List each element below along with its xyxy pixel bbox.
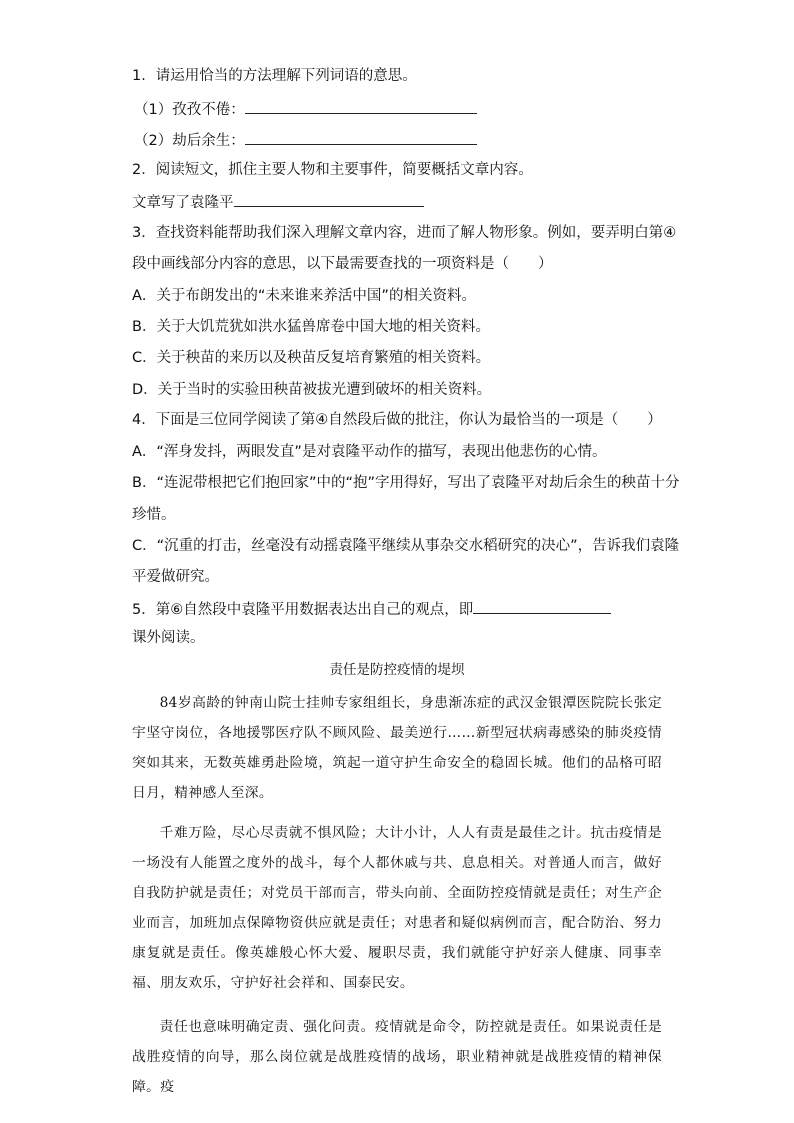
q2-answer-blank[interactable]: [234, 191, 424, 207]
q5-answer-blank[interactable]: [473, 598, 611, 614]
q3-option-c[interactable]: C．关于秧苗的来历以及秧苗反复培育繁殖的相关资料。: [132, 350, 491, 366]
q4-option-a[interactable]: A．“浑身发抖，两眼发直”是对袁隆平动作的描写，表现出他悲伤的心情。: [132, 444, 607, 460]
q3-option-a[interactable]: A．关于布朗发出的“未来谁来养活中国”的相关资料。: [132, 288, 476, 304]
q3-stem-line1: 3．查找资料能帮助我们深入理解文章内容，进而了解人物形象。例如，要弄明白第④: [132, 225, 677, 241]
q2-answer-prefix: 文章写了袁隆平: [132, 195, 234, 211]
q4-option-b-line1[interactable]: B．“连泥带根把它们抱回家”中的“抱”字用得好，写出了袁隆平对劫后余生的秧苗十分: [132, 475, 680, 491]
reading-paragraph-2: 千难万险，尽心尽责就不惧风险；大计小计，人人有责是最佳之计。抗击疫情是一场没有人能置之度外的战斗，每个人都休戚与共、息息相关。对普通人而言，做好自我防护就是责任；对党员干部而言，带头向前、全面防控疫情就是责任；对生产企业而言，加班加点保障物资供应就是责任；对患者和疑似病例而言，配合防治、努力康复就是责任。像英雄般心怀大爱、履职尽责，我们就能守护好亲人健康、同事幸福、朋友欢乐，守护好社会祥和、国泰民安。: [132, 825, 662, 991]
q1-item-b-label: （2）劫后余生：: [134, 133, 245, 149]
reading-paragraph-1: 84岁高龄的钟南山院士挂帅专家组组长，身患渐冻症的武汉金银潭医院院长张定宇坚守岗位，各地援鄂医疗队不顾风险、最美逆行……新型冠状病毒感染的肺炎疫情突如其来，无数英雄勇赴险境，筑起一道守护生命安全的稳固长城。他们的品格可昭日月，精神感人至深。: [132, 695, 662, 801]
q3-option-d[interactable]: D．关于当时的实验田秧苗被拔光遭到破坏的相关资料。: [132, 382, 492, 398]
section-label: 课外阅读。: [132, 630, 205, 646]
q4-option-b-line2[interactable]: 珍惜。: [132, 507, 176, 523]
q5-line: [132, 598, 611, 620]
q5-stem: 5．第⑥自然段中袁隆平用数据表达出自己的观点，即: [132, 602, 474, 618]
reading-title: 责任是防控疫情的堤坝: [329, 662, 465, 678]
reading-paragraph-3: 责任也意味明确定责、强化问责。疫情就是命令，防控就是责任。如果说责任是战胜疫情的向导，那么岗位就是战胜疫情的战场，职业精神就是战胜疫情的精神保障。疫: [132, 1019, 662, 1095]
q3-option-b[interactable]: B．关于大饥荒犹如洪水猛兽席卷中国大地的相关资料。: [132, 319, 490, 335]
q2-answer-line: [132, 191, 424, 213]
q3-stem-line2: 段中画线部分内容的意思，以下最需要查找的一项资料是（ ）: [132, 256, 553, 272]
q1-item-b-blank[interactable]: [245, 129, 477, 145]
q1-item-a-label: （1）孜孜不倦：: [134, 102, 245, 118]
q4-option-c-line2[interactable]: 平爱做研究。: [132, 569, 219, 585]
q4-stem: 4．下面是三位同学阅读了第④自然段后做的批注，你认为最恰当的一项是（ ）: [132, 412, 662, 428]
q4-option-c-line1[interactable]: C．“沉重的打击，丝毫没有动摇袁隆平继续从事杂交水稻研究的决心”，告诉我们袁隆: [132, 538, 680, 554]
q1-item-a: [134, 98, 477, 120]
q1-item-b: [134, 129, 477, 151]
q1-stem: 1．请运用恰当的方法理解下列词语的意思。: [132, 68, 417, 84]
q1-item-a-blank[interactable]: [245, 98, 477, 114]
q2-stem: 2．阅读短文，抓住主要人物和主要事件，简要概括文章内容。: [132, 162, 533, 178]
